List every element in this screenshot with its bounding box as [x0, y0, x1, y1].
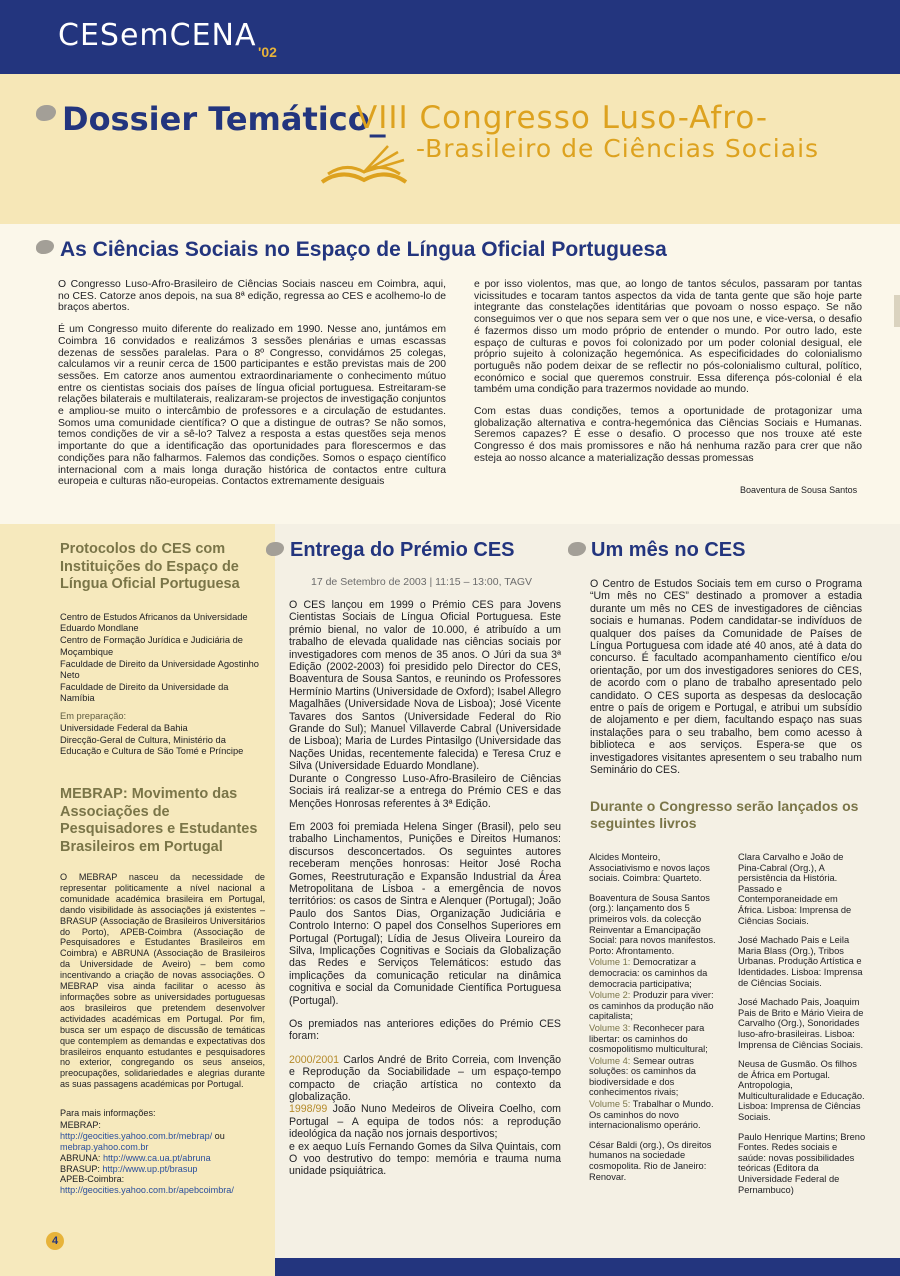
volume-title: Democratizar a democracia: os caminhos da democracia participativa;	[589, 957, 708, 989]
mebrap-alt-link[interactable]: mebrap.yahoo.com.br	[60, 1141, 149, 1152]
mebrap-info	[60, 1108, 265, 1196]
premio-date: 17 de Setembro de 2003 | 11:15 – 13:00, TAGV	[311, 576, 533, 588]
dossier-title: Dossier Temático_	[62, 100, 386, 138]
premio-paragraph: O CES lançou em 1999 o Prémio CES para Jovens Cientistas Sociais de Língua Oficial Portuguesa. Este prémio bienal, no valor de 10.000, é atribuído a um trabalho de elevada qualidade nas ciências sociais por investigadores com menos de 35 anos. O Júri da sua 3ª Edição (2002-2003) foi presidido pelo Director do CES, Boaventura de Sousa Santos, e reunindo os Professores Hermínio Martins (Universidade de Oxford); Isabel Allegro Magalhães (Universidade Nova de Lisboa); José Vicente Tavares dos Santos (Universidade Federal do Rio Grande do Sul); Manuel Villaverde Cabral (Universidade de Lisboa); Maria de Lurdes Pintasilgo (Universidade das Nações Unidas, recentemente falecida) e Teresa Cruz e Silva (Universidade Eduardo Mondlane).	[289, 599, 561, 773]
book-entry: José Machado Pais e Leila Maria Blass (Org.), Tribos Urbanas. Produção Artística e Identidades. Lisboa: Imprensa de Ciências Sociais.	[738, 935, 863, 988]
premio-paragraph: Em 2003 foi premiada Helena Singer (Brasil), pelo seu trabalho Linchamentos, Punições e Direitos Humanos: discursos desconcertados. Os seguintes autores receberam menções honrosas: Heitor José Rocha Gomes, Reestruturação e Expansão Industrial da Área Metropolitana de Lisboa - a emergência de novos territórios: os casos de Sintra e Alenquer (Portugal); João Paulo dos Santos Dias, Organização Judiciária e Controlo Interno: O papel dos Conselhos Superiores em Portugal (Portugal); Lídia de Jesus Oliveira Loureiro da Silva, Implicações Cognitivas e Sociais da Globalização das Redes e Serviços Telemáticos: estudo das implicações da comunicação reticular na dinâmica cognitiva e social da Comunidade Científica Portuguesa (Portugal).	[289, 820, 561, 1007]
book-entry: Boaventura de Sousa Santos (org.): lançamento dos 5 primeiros vols. da colecção Reinventar a Emancipação Social: para novos manifestos. Porto: Afrontamento.	[589, 892, 716, 956]
info-label-mebrap: MEBRAP:	[60, 1119, 101, 1130]
info-label: Para mais informações:	[60, 1108, 156, 1118]
blob-icon	[568, 542, 586, 556]
list-item: Universidade Federal da Bahia	[60, 722, 188, 733]
info-label-abruna: ABRUNA:	[60, 1152, 103, 1163]
list-item: Faculdade de Direito da Universidade da Namíbia	[60, 682, 229, 704]
article-paragraph: Com estas duas condições, temos a oportunidade de protagonizar uma globalização alternativa e contra-hegemónica das Ciências Sociais e Humanas. Seremos capazes? É esse o desafio. O processo que nos trouxe até este Congresso é dos mais promissores e não há nenhuma razão para crer que não esteja ao nosso alcance a materialização dessas promessas	[474, 406, 862, 464]
open-book-icon	[318, 140, 410, 190]
volume-label: Volume 3:	[589, 1022, 631, 1033]
info-label-apeb: APEB-Coimbra:	[60, 1174, 125, 1185]
article-column-left	[58, 279, 446, 488]
premio-title: Entrega do Prémio CES	[290, 539, 515, 561]
book-entry: Clara Carvalho e João de Pina-Cabral (Org.), A persistência da História. Passado e Contemporaneidade em África. Lisboa: Imprensa de Ciências Sociais.	[738, 852, 852, 926]
premio-paragraph: Os premiados nas anteriores edições do Prémio CES foram:	[289, 1018, 561, 1043]
livros-title: Durante o Congresso serão lançados os seguintes livros	[590, 798, 859, 831]
book-volume	[589, 1056, 717, 1098]
congress-line-2: -Brasileiro de Ciências Sociais	[416, 134, 820, 163]
book-entry: Neusa de Gusmão. Os filhos de África em Portugal. Antropologia, Multiculturalidade e Educação. Lisboa: Imprensa de Ciências Sociais.	[738, 1059, 865, 1123]
book-volume	[589, 1023, 717, 1055]
book-volume	[589, 1099, 717, 1131]
blob-icon	[266, 542, 284, 556]
mebrap-title: MEBRAP: Movimento das Associações de Pesquisadores e Estudantes Brasileiros em Portugal	[60, 786, 258, 855]
article-paragraph: É um Congresso muito diferente do realizado em 1990. Nesse ano, juntámos em Coimbra 16 convidados e realizámos 3 sessões plenárias e umas escassas dezenas de sessões paralelas. Para o 8º Congresso, convidámos 25 colegas, calculamos vir a reunir cerca de 1500 participantes e estão previstas mais de 200 sessões. Em catorze anos aumentou extraordinariamente o conhecimento mútuo entre os cientistas sociais dos países de língua oficial portuguesa. Estreitaram-se relações bilaterais e multilaterais, realizaram-se projectos de investigação conjuntos e ampliou-se muito o intercâmbio de professores e a circulação de estudantes. Somos uma comunidade científica? O que a distingue de outras? Se não somos, temos condições de vir a sê-lo? Talvez a resposta a estas questões seja menos importante do que a identificação das oportunidades para florescermos e das condições para não falharmos. Falemos das condições. Somos o espaço científico internacional com a mais longa duração histórica de contactos entre cultura europeia e culturas não-europeias. Contactos extremamente desiguais	[58, 324, 446, 488]
info-label-brasup: BRASUP:	[60, 1163, 103, 1174]
footer-bar	[275, 1258, 900, 1276]
volume-title: Reconhecer para libertar: os caminhos do cosmopolitismo multicultural;	[589, 1022, 708, 1055]
premio-winner-text: João Nuno Medeiros de Oliveira Coelho, com Portugal – A equipa de todos nós: a reprodução ideológica da nação nos jornais desportivos;	[289, 1103, 561, 1141]
books-column-right	[738, 852, 866, 1204]
book-entry: Paulo Henrique Martins; Breno Fontes. Redes sociais e saúde: novas possibilidades teóricas (Editora da Universidade Federal de Pernambuco)	[738, 1131, 866, 1195]
article-column-right	[474, 279, 862, 465]
premio-paragraph: Durante o Congresso Luso-Afro-Brasileiro de Ciências Sociais irá realizar-se a entrega do Prémio CES e das Menções Honrosas referentes à 3ª Edição.	[289, 772, 561, 810]
premio-winner-text: Carlos André de Brito Correia, com Invenção e Reprodução da Sociabilidade – um espaço-tempo compacto de criação artística no contexto da globalização.	[289, 1053, 561, 1104]
page-number: 4	[46, 1232, 64, 1250]
premio-year: 1998/99	[289, 1103, 328, 1116]
volume-label: Volume 2:	[589, 990, 631, 1001]
books-column-left	[589, 852, 717, 1191]
book-entry: César Baldi (org.), Os direitos humanos na sociedade cosmopolita. Rio de Janeiro: Renovar.	[589, 1139, 712, 1182]
volume-label: Volume 5:	[589, 1099, 631, 1110]
article-title: As Ciências Sociais no Espaço de Língua Oficial Portuguesa	[60, 238, 667, 261]
volume-label: Volume 4:	[589, 1055, 631, 1066]
apeb-link[interactable]: http://geocities.yahoo.com.br/apebcoimbra/	[60, 1185, 234, 1196]
premio-winner: e ex aequo Luís Fernando Gomes da Silva Quintais, com O voo destrutivo do tempo: memória e trauma numa unidade psiquiátrica.	[289, 1140, 561, 1178]
book-entry: José Machado Pais, Joaquim Pais de Brito e Mário Vieira de Carvalho (Org.), Sonoridades luso-afro-brasileiras. Lisboa: Imprensa de Ciências Sociais.	[738, 997, 864, 1050]
article-paragraph: e por isso violentos, mas que, ao longo de tantos séculos, passaram por tantas vicissitudes e tocaram tantos aspectos da vida de tanta gente que são hoje parte integrante das constelações identitárias que povoam o nosso espaço. Se não conseguimos ver o que nos separa sem ver o que nos une, e vice-versa, o desafio é fazermos disso um modo próprio de entender o mundo. Por outro lado, este espaço de culturas e povos foi colonizado por um poder colonial desigual, ele próprio sujeito à colonização hegemónica. As especificidades do colonialismo português não podem deixar de se reflectir no pós-colonialismo cultural, político, económico e social que queremos construir. Essa diferença pós-colonial é ela também uma condição para trazermos novidade ao mundo.	[474, 279, 862, 396]
volume-title: Trabalhar o Mundo. Os caminhos do novo internacionalismo operário.	[589, 1099, 714, 1131]
book-entry: Alcides Monteiro, Associativismo e novos laços sociais. Coimbra: Quarteto.	[589, 852, 710, 884]
edge-tab	[894, 295, 900, 327]
mebrap-text: O MEBRAP nasceu da necessidade de representar politicamente a nível nacional a comunidade académica brasileira em Portugal, dando visibilidade às associações já existentes – BRASUP (Associação de Brasileiros Universitários do Porto), APEB-Coimbra (Associação de Pesquisadores e Estudantes Brasileiros em Coimbra) e ABRUNA (Associação de Brasileiros da Universidade de Aveiro) – bem como incentivando a criação de novas associações. O MEBRAP visa ainda facilitar o acesso às informações sobre as universidades portuguesas aos brasileiros que pretendem desenvolver actividades académicas em Portugal. Por fim, busca ser um espaço de discussão de temáticas que contemplem as demandas e expectativas dos brasileiros enquanto estudantes e pesquisadores no exterior, congregando os seus anseios, preocupações, solidariedades e alegrias durante as suas passagens académicas por Portugal.	[60, 872, 265, 1090]
list-item: Centro de Formação Jurídica e Judiciária de Moçambique	[60, 635, 243, 657]
mes-title: Um mês no CES	[591, 539, 746, 561]
brasup-link[interactable]: http://www.up.pt/brasup	[102, 1163, 198, 1174]
mebrap-link[interactable]: http://geocities.yahoo.com.br/mebrap/	[60, 1130, 213, 1141]
volume-title: Semear outras soluções: os caminhos da biodiversidade e dos conhecimentos rivais;	[589, 1055, 696, 1098]
masthead-bar	[0, 0, 900, 74]
premio-winner	[289, 1054, 561, 1104]
list-item: Centro de Estudos Africanos da Universidade Eduardo Mondlane	[60, 612, 248, 634]
or-text: ou	[212, 1130, 225, 1141]
masthead-year: '02	[258, 44, 277, 60]
premio-year: 2000/2001	[289, 1053, 340, 1066]
prep-label: Em preparação:	[60, 710, 127, 721]
list-item: Direcção-Geral de Cultura, Ministério da Educação e Cultura de São Tomé e Príncipe	[60, 735, 244, 757]
congress-line-1: VIII Congresso Luso-Afro-	[356, 100, 769, 136]
protocols-title: Protocolos do CES com Instituições do Espaço de Língua Oficial Portuguesa	[60, 541, 240, 592]
volume-title: Produzir para viver: os caminhos da produção não capitalista;	[589, 990, 714, 1022]
book-volume	[589, 990, 717, 1022]
article-paragraph: O Congresso Luso-Afro-Brasileiro de Ciências Sociais nasceu em Coimbra, aqui, no CES. Catorze anos depois, na sua 8ª edição, regressa ao CES e acolhemo-lo de braços abertos.	[58, 279, 446, 314]
premio-column	[289, 576, 561, 1178]
volume-label: Volume 1:	[589, 957, 631, 968]
abruna-link[interactable]: http://www.ca.ua.pt/abruna	[102, 1152, 211, 1163]
article-signature: Boaventura de Sousa Santos	[740, 485, 858, 495]
list-item: Faculdade de Direito da Universidade Agostinho Neto	[60, 658, 259, 681]
book-volume	[589, 957, 717, 989]
premio-winner	[289, 1103, 561, 1140]
protocols-list	[60, 612, 265, 757]
masthead-title: CESemCENA	[58, 18, 257, 53]
mes-text: O Centro de Estudos Sociais tem em curso o Programa “Um mês no CES” destinado a promover a estadia durante um mês no CES de investigadores de ciências sociais e humanas. Podem candidatar-se indivíduos de qualquer dos países da Comunidade de Países de Língua Portuguesa com idade até 40 anos, até à data do concurso. É facultado acompanhamento científico e/ou orientação, por um dos investigadores seniores do CES, de acordo com o plano de trabalho apresentado pelo candidato. O CES suporta as despesas da deslocação entre o país de origem e Portugal, e atribui um subsídio de alojamento e per diem, facultando espaço nas suas instalações para o seu trabalho, bem como acesso à biblioteca e aos serviços. Espera-se que os investigadores visitantes apresentem o seu trabalho num Seminário do CES.	[590, 578, 862, 777]
